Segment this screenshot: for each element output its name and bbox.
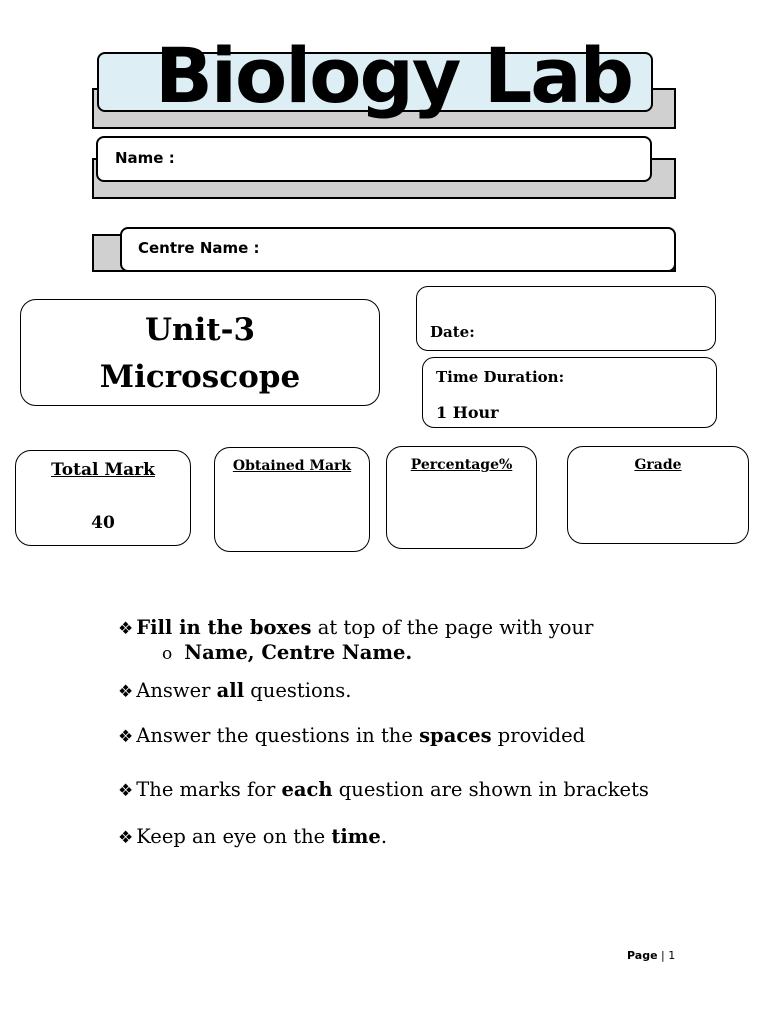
time-duration-value: 1 Hour bbox=[436, 403, 499, 422]
instruction-time bbox=[118, 827, 387, 847]
instruction-text: . bbox=[380, 825, 388, 848]
bullet-icon: ❖ bbox=[118, 828, 134, 848]
grade-label: Grade bbox=[634, 457, 682, 473]
page-word: Page bbox=[627, 949, 658, 962]
page-separator: | bbox=[657, 949, 669, 962]
instruction-sub-text: Name, Centre Name. bbox=[184, 641, 413, 664]
instruction-spaces bbox=[118, 726, 585, 746]
bullet-icon: ❖ bbox=[118, 727, 134, 747]
instruction-bold: time bbox=[331, 825, 381, 848]
instruction-bold: all bbox=[216, 679, 245, 702]
instruction-text: Keep an eye on the bbox=[136, 825, 332, 848]
instruction-text: questions. bbox=[244, 679, 352, 702]
name-field[interactable] bbox=[96, 136, 652, 182]
instruction-answer-all bbox=[118, 681, 351, 701]
instruction-sub-item bbox=[162, 643, 412, 663]
page-title: Biology Lab bbox=[155, 31, 632, 120]
instruction-text: at top of the page with your bbox=[311, 616, 594, 639]
bullet-icon: ❖ bbox=[118, 781, 134, 801]
percentage-label: Percentage% bbox=[410, 457, 513, 473]
instruction-text: Answer bbox=[136, 679, 217, 702]
bullet-icon: ❖ bbox=[118, 682, 134, 702]
instruction-text: question are shown in brackets bbox=[332, 778, 649, 801]
unit-number: Unit-3 bbox=[144, 312, 256, 348]
total-mark-label: Total Mark bbox=[51, 460, 155, 480]
centre-name-label: Centre Name : bbox=[138, 239, 260, 257]
sub-bullet-icon: o bbox=[162, 644, 173, 664]
instruction-marks bbox=[118, 780, 649, 800]
instruction-bold: Fill in the boxes bbox=[136, 616, 312, 639]
instruction-fill-boxes bbox=[118, 618, 593, 638]
instruction-bold: spaces bbox=[419, 724, 492, 747]
instruction-text: Answer the questions in the bbox=[136, 724, 420, 747]
page-number-value: 1 bbox=[668, 949, 676, 962]
page-number bbox=[627, 949, 675, 962]
name-label: Name : bbox=[115, 149, 175, 167]
time-duration-label: Time Duration: bbox=[436, 368, 565, 386]
instruction-text: provided bbox=[491, 724, 586, 747]
total-mark-value: 40 bbox=[91, 513, 115, 533]
date-box[interactable] bbox=[416, 286, 716, 351]
unit-topic: Microscope bbox=[99, 359, 301, 395]
instruction-bold: each bbox=[281, 778, 333, 801]
instruction-text: The marks for bbox=[136, 778, 282, 801]
date-label: Date: bbox=[430, 323, 475, 341]
bullet-icon: ❖ bbox=[118, 619, 134, 639]
obtained-mark-label: Obtained Mark bbox=[232, 458, 352, 474]
